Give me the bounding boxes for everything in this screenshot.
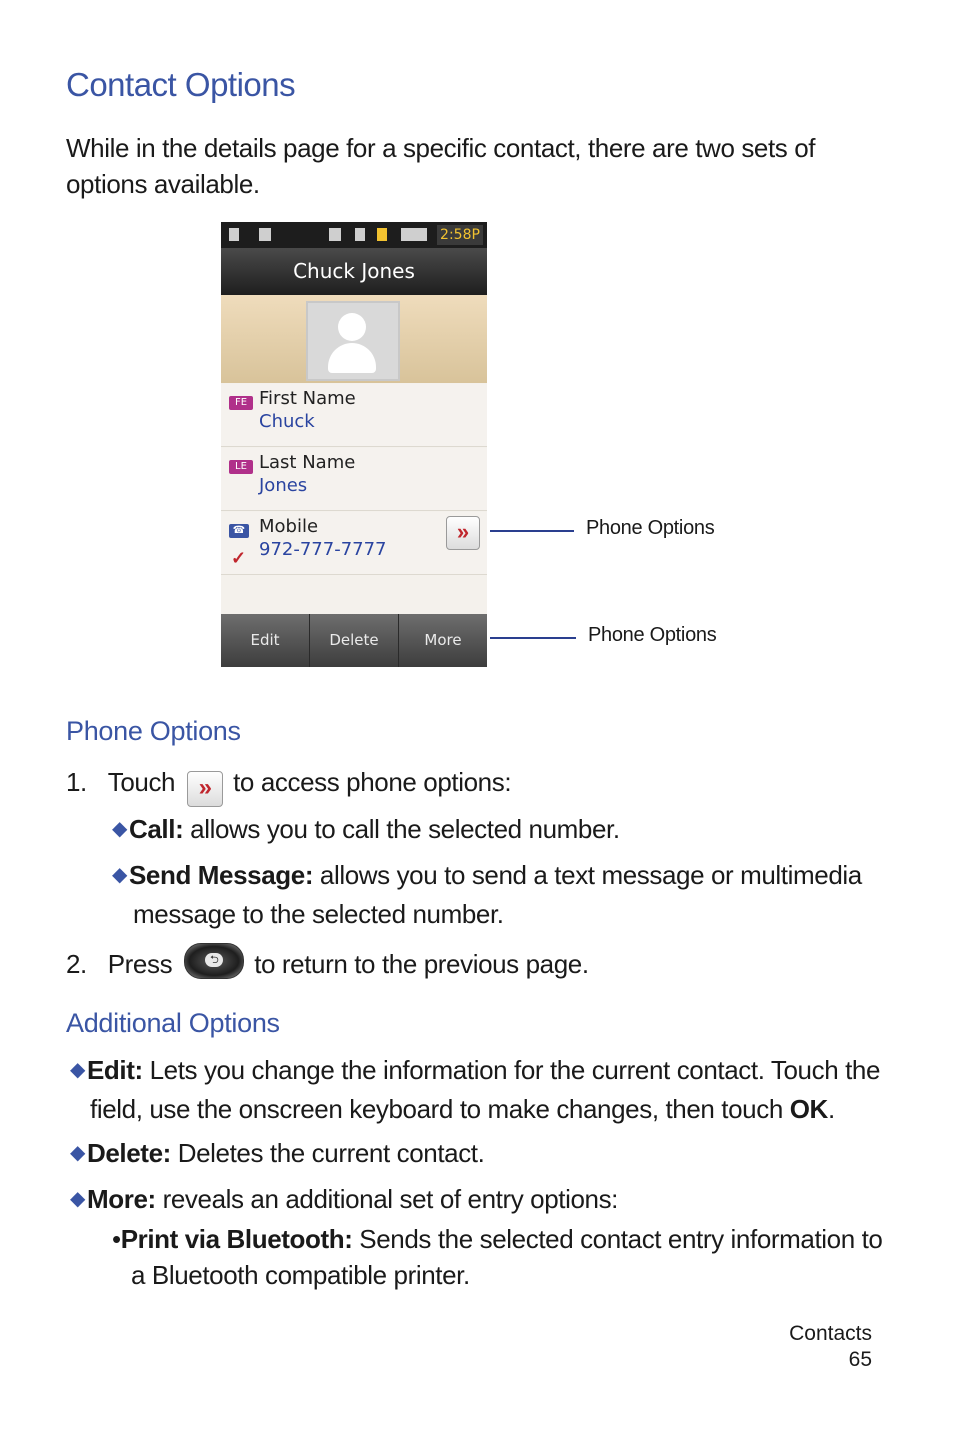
step-text: Touch	[107, 767, 176, 797]
call-option	[112, 811, 620, 850]
delete-softkey[interactable]: Delete	[310, 614, 399, 667]
option-label: Print via Bluetooth:	[120, 1224, 353, 1254]
phone-screenshot	[221, 222, 487, 667]
memory-card-icon	[355, 228, 365, 241]
step-text: to return to the previous page.	[254, 949, 589, 979]
intro-paragraph: While in the details page for a specific contact, there are two sets of options available.	[66, 133, 816, 199]
option-text: Sends the selected contact entry information to	[352, 1224, 883, 1254]
field-value: 972-777-7777	[259, 539, 387, 560]
mobile-phone-icon: ☎	[229, 524, 249, 538]
option-text: allows you to call the selected number.	[183, 814, 620, 844]
callout-line	[490, 637, 576, 639]
avatar[interactable]	[306, 301, 400, 381]
diamond-bullet-icon: ◆	[70, 1059, 85, 1081]
option-label: Send Message:	[128, 860, 314, 890]
phone-options-button[interactable]: »	[446, 516, 480, 550]
checkmark-icon: ✓	[231, 548, 247, 568]
ok-keyword: OK	[789, 1094, 828, 1124]
send-message-option	[112, 857, 912, 932]
double-arrow-icon: »	[187, 771, 223, 807]
edit-option	[70, 1052, 890, 1127]
step-text: Press	[107, 949, 173, 979]
field-value: Jones	[259, 475, 308, 496]
option-text: allows you to send a text message or multimedia	[313, 860, 862, 890]
contact-title: Chuck Jones	[221, 248, 487, 295]
option-text: Deletes the current contact.	[170, 1138, 485, 1168]
more-option	[70, 1181, 618, 1220]
more-softkey[interactable]: More	[424, 631, 462, 649]
edit-softkey[interactable]: Edit	[221, 614, 310, 667]
step-number: 1.	[66, 767, 87, 797]
speaker-icon	[377, 228, 387, 241]
additional-options-heading: Additional Options	[66, 1008, 280, 1038]
diamond-bullet-icon: ◆	[70, 1142, 85, 1164]
diamond-bullet-icon: ◆	[112, 864, 127, 886]
field-label: Last Name	[259, 452, 356, 473]
phone-options-heading: Phone Options	[66, 716, 241, 746]
photo-band	[221, 295, 487, 383]
footer-section: Contacts	[789, 1322, 872, 1345]
option-text: reveals an additional set of entry options:	[155, 1184, 619, 1214]
option-text: message to the selected number.	[133, 899, 504, 929]
signal-icon	[229, 228, 239, 241]
diamond-bullet-icon: ◆	[70, 1188, 85, 1210]
step-1	[66, 764, 511, 807]
field-label: First Name	[259, 388, 356, 409]
option-label: More:	[86, 1184, 156, 1214]
message-icon	[259, 228, 271, 241]
mobile-row[interactable]	[221, 512, 487, 575]
option-label: Edit:	[86, 1055, 143, 1085]
back-key-icon: ⮌	[184, 943, 244, 979]
delete-option	[70, 1135, 484, 1174]
bullet-dot: •	[112, 1224, 121, 1254]
step-number: 2.	[66, 949, 87, 979]
callout-line	[490, 530, 574, 532]
softkey-bar	[221, 614, 487, 667]
callout-label: Phone Options	[588, 624, 717, 646]
option-label: Delete:	[86, 1138, 171, 1168]
last-name-row[interactable]	[221, 448, 487, 511]
clock: 2:58P	[437, 225, 483, 245]
step-2	[66, 943, 589, 982]
status-bar	[221, 222, 487, 248]
page-number: 65	[848, 1348, 872, 1371]
print-bluetooth-option	[112, 1221, 912, 1293]
step-text: to access phone options:	[233, 767, 512, 797]
option-label: Call:	[128, 814, 184, 844]
first-name-field-icon: FE	[229, 396, 253, 410]
callout-label: Phone Options	[586, 517, 715, 539]
first-name-row[interactable]	[221, 384, 487, 447]
field-value: Chuck	[259, 411, 315, 432]
option-text: .	[827, 1094, 835, 1124]
option-text: Lets you change the information for the current contact. Touch the	[142, 1055, 881, 1085]
last-name-field-icon: LE	[229, 460, 253, 474]
battery-icon	[401, 228, 427, 241]
option-text: field, use the onscreen keyboard to make changes, then touch	[90, 1094, 790, 1124]
page-title: Contact Options	[66, 66, 296, 103]
diamond-bullet-icon: ◆	[112, 818, 127, 840]
option-text: a Bluetooth compatible printer.	[131, 1260, 470, 1290]
network-icon	[329, 228, 341, 241]
field-label: Mobile	[259, 516, 319, 537]
